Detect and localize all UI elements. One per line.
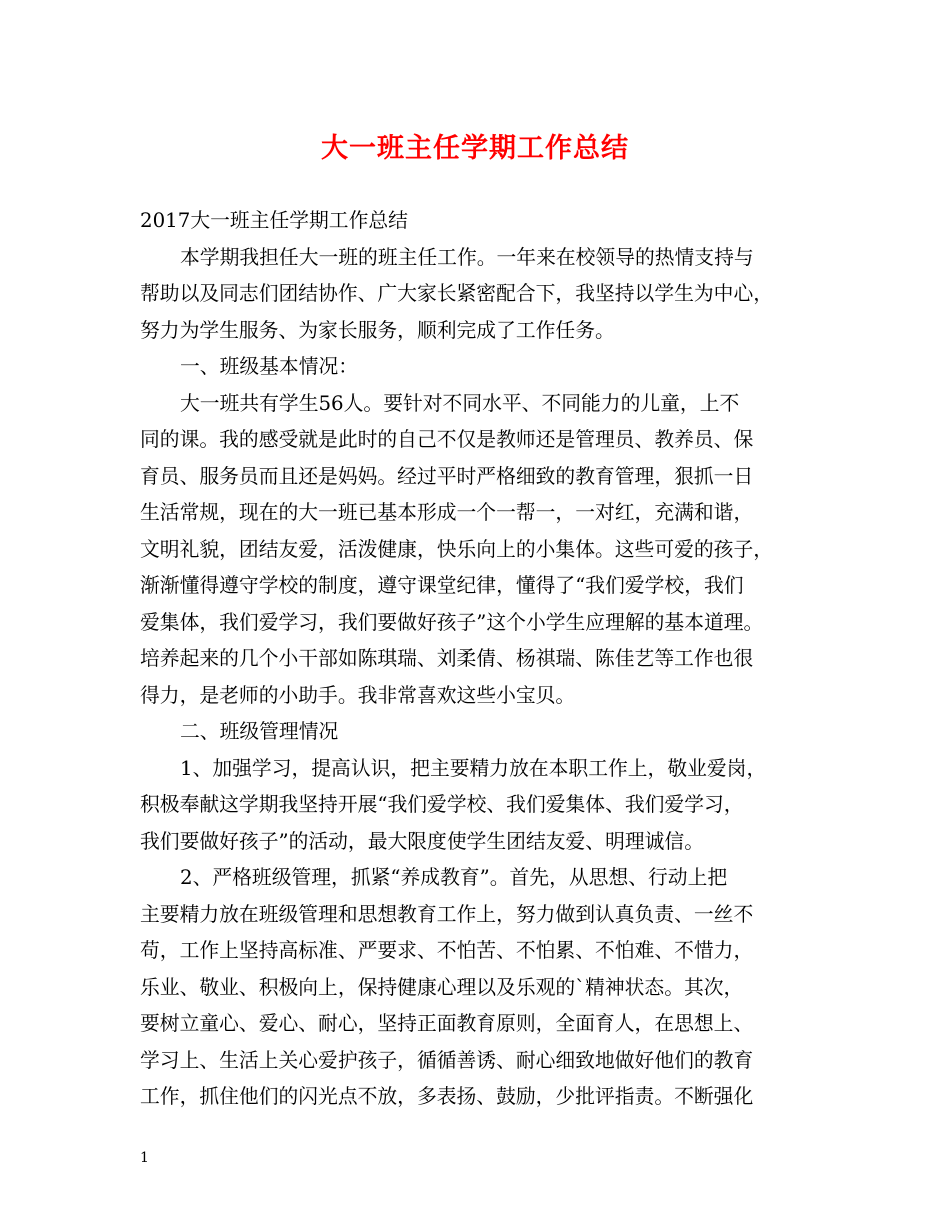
paragraph-section-1-body: [140, 386, 820, 715]
paragraph-line: 得力，是老师的小助手。我非常喜欢这些小宝贝。: [140, 683, 576, 707]
paragraph-line: 生活常规，现在的大一班已基本形成一个一帮一，一对红，充满和谐，: [140, 501, 754, 524]
document-title: 大一班主任学期工作总结: [321, 133, 629, 164]
paragraph-line: 同的课。我的感受就是此时的自己不仅是教师还是管理员、教养员、保: [140, 428, 754, 451]
paragraph-line: 二、班级管理情况: [180, 720, 339, 743]
paragraph-line: 努力为学生服务、为家长服务，顺利完成了工作任务。: [140, 318, 615, 342]
paragraph-line: 工作，抓住他们的闪光点不放，多表扬、鼓励，少批评指责。不断强化: [140, 1085, 754, 1108]
paragraph-line: 积极奉献这学期我坚持开展“我们爱学校、我们爱集体、我们爱学习，: [140, 793, 744, 816]
paragraph-intro: [140, 240, 820, 350]
paragraph-line: 大一班共有学生56人。要针对不同水平、不同能力的儿童，上不: [180, 391, 740, 415]
page-number: 1: [140, 1150, 149, 1166]
paragraph-section-1-heading: [140, 349, 820, 386]
paragraph-line: 帮助以及同志们团结协作、广大家长紧密配合下，我坚持以学生为中心，: [140, 282, 774, 305]
paragraph-line: 育员、服务员而且还是妈妈。经过平时严格细致的教育管理，狠抓一日: [140, 464, 754, 488]
paragraph-line: 1、加强学习，提高认识，把主要精力放在本职工作上，敬业爱岗，: [180, 756, 767, 780]
document-body: [140, 203, 820, 1116]
paragraph-line: 渐渐懂得遵守学校的制度，遵守课堂纪律，懂得了“我们爱学校，我们: [140, 574, 744, 597]
paragraph-section-2-heading: [140, 714, 820, 751]
document-subtitle: 2017大一班主任学期工作总结: [140, 209, 408, 232]
paragraph-line: 乐业、敬业、积极向上，保持健康心理以及乐观的`精神状态。其次，: [140, 975, 744, 999]
paragraph-section-2-item-2: [140, 860, 820, 1116]
paragraph-line: 一、班级基本情况：: [180, 355, 359, 378]
paragraph-line: 本学期我担任大一班的班主任工作。一年来在校领导的热情支持与: [180, 245, 754, 269]
paragraph-line: 培养起来的几个小干部如陈琪瑞、刘柔倩、杨祺瑞、陈佳艺等工作也很: [140, 647, 754, 670]
paragraph-line: 学习上、生活上关心爱护孩子，循循善诱、耐心细致地做好他们的教育: [140, 1048, 754, 1072]
paragraph-line: 主要精力放在班级管理和思想教育工作上，努力做到认真负责、一丝不: [140, 902, 754, 926]
paragraph-line: 2、严格班级管理，抓紧“养成教育”。首先，从思想、行动上把: [180, 866, 728, 889]
paragraph-line: 苟，工作上坚持高标准、严要求、不怕苦、不怕累、不怕难、不惜力，: [140, 939, 754, 962]
paragraph-line: 我们要做好孩子”的活动，最大限度使学生团结友爱、明理诚信。: [140, 829, 704, 853]
paragraph-line: 爱集体，我们爱学习，我们要做好孩子”这个小学生应理解的基本道理。: [140, 610, 764, 634]
paragraph-line: 要树立童心、爱心、耐心，坚持正面教育原则，全面育人，在思想上、: [140, 1012, 754, 1035]
paragraph-section-2-item-1: [140, 751, 820, 861]
paragraph-line: 文明礼貌，团结友爱，活泼健康，快乐向上的小集体。这些可爱的孩子，: [140, 537, 774, 561]
